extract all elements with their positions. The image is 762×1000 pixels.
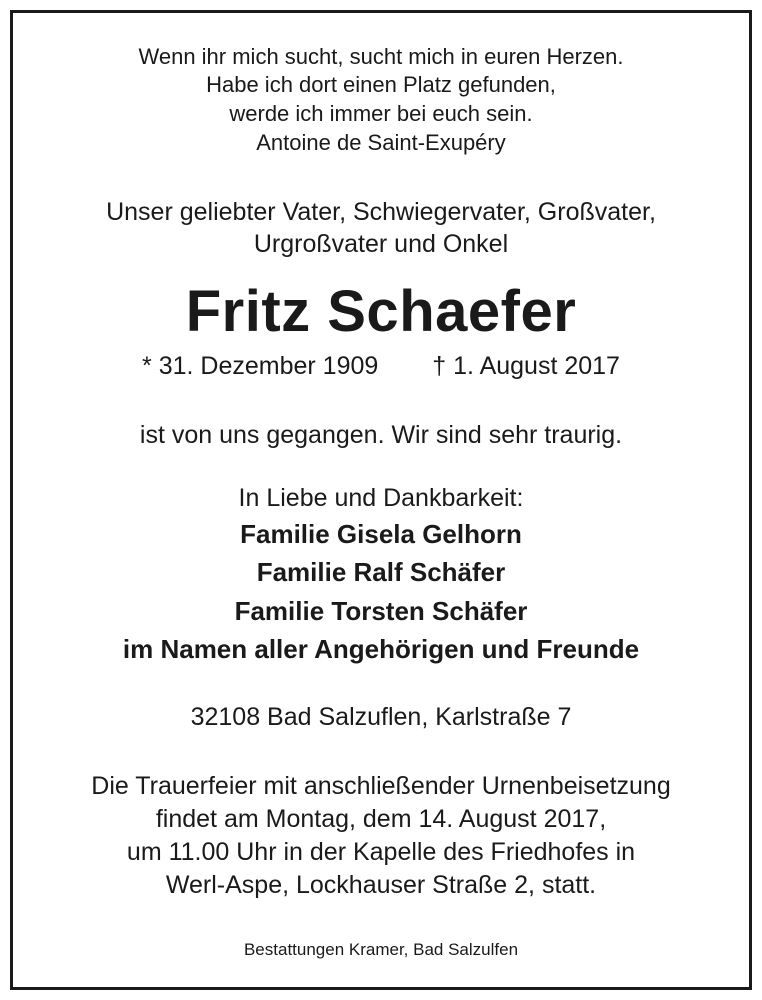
mourners-heading: In Liebe und Dankbarkeit:	[238, 484, 524, 512]
death-date: † 1. August 2017	[432, 352, 620, 380]
birth-date: * 31. Dezember 1909	[142, 352, 379, 380]
service-line-4: Werl-Aspe, Lockhauser Straße 2, statt.	[165, 871, 597, 899]
quote-line-3: werde ich immer bei euch sein.	[229, 101, 533, 126]
life-dates	[0, 352, 762, 381]
mourner-name: Familie Gisela Gelhorn	[240, 519, 522, 549]
undertaker: Bestattungen Kramer, Bad Salzulfen	[243, 940, 519, 959]
deceased-name: Fritz Schaefer	[185, 279, 577, 344]
quote-line-1: Wenn ihr mich sucht, sucht mich in euren Herzen.	[138, 44, 624, 69]
quote-line-2: Habe ich dort einen Platz gefunden,	[206, 72, 556, 97]
service-line-2: findet am Montag, dem 14. August 2017,	[155, 805, 607, 833]
service-line-3: um 11.00 Uhr in der Kapelle des Friedhofes in	[126, 838, 636, 866]
mourner-name: Familie Ralf Schäfer	[256, 557, 506, 587]
mourner-name: im Namen aller Angehörigen und Freunde	[122, 634, 640, 664]
quote-author: Antoine de Saint-Exupéry	[256, 130, 506, 155]
address: 32108 Bad Salzuflen, Karlstraße 7	[190, 703, 572, 731]
intro-line-2: Urgroßvater und Onkel	[253, 230, 509, 258]
service-line-1: Die Trauerfeier mit anschließender Urnenbeisetzung	[91, 772, 671, 800]
intro-line-1: Unser geliebter Vater, Schwiegervater, Großvater,	[106, 198, 656, 226]
statement: ist von uns gegangen. Wir sind sehr traurig.	[139, 421, 623, 449]
mourner-name: Familie Torsten Schäfer	[234, 596, 528, 626]
